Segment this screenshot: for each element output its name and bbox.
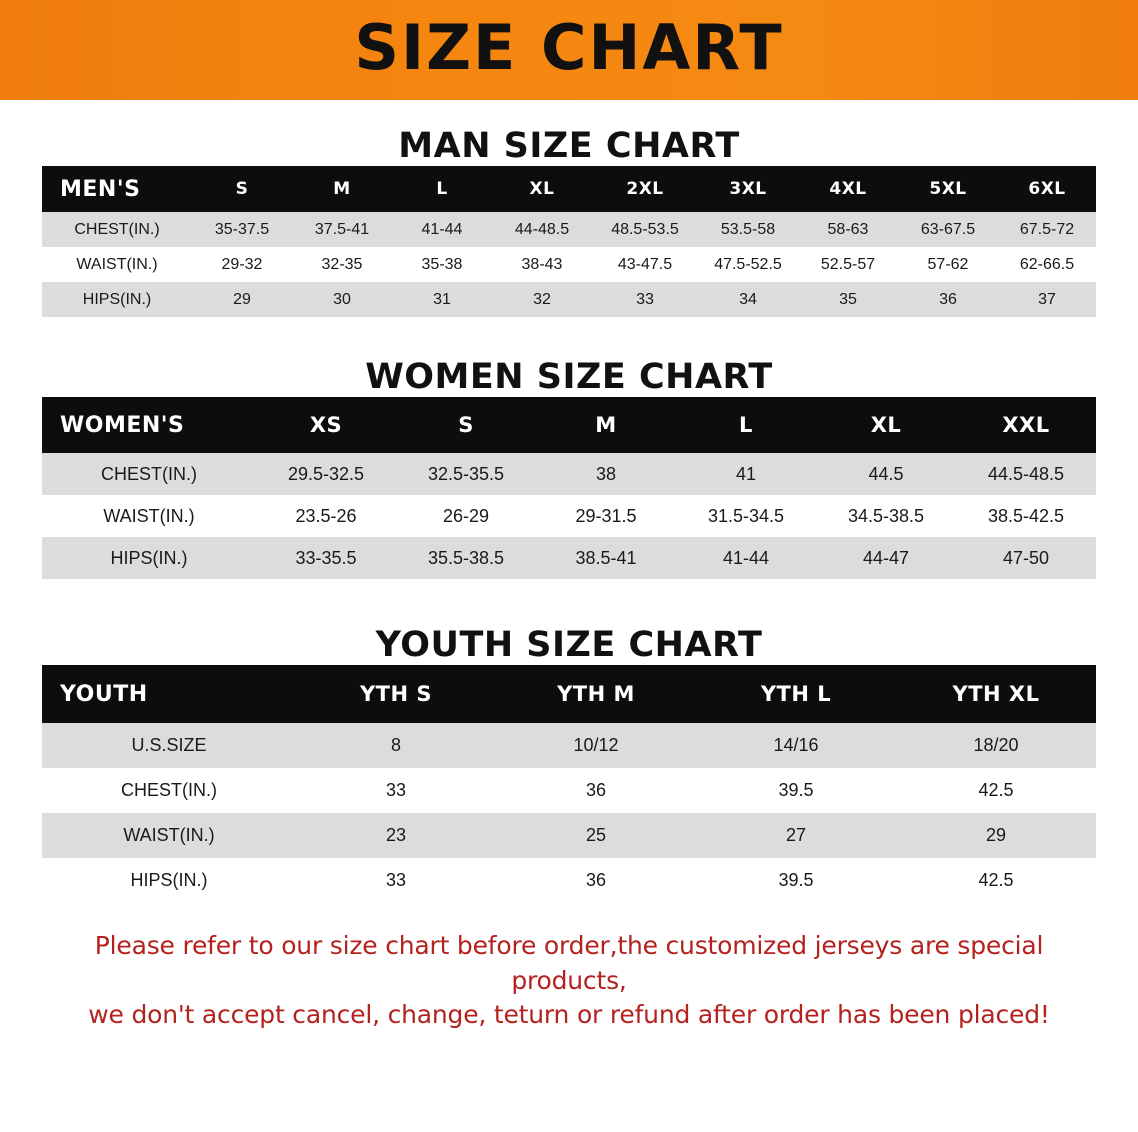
youth-table-header-row [42, 665, 1096, 723]
man-chest-xl: 44-48.5 [492, 212, 592, 247]
youth-chest-m: 36 [496, 768, 696, 813]
man-waist-5xl: 57-62 [898, 247, 998, 282]
women-header-s: S [396, 397, 536, 453]
women-hips-l: 41-44 [676, 537, 816, 579]
youth-hips-s: 33 [296, 858, 496, 903]
women-table-header-row [42, 397, 1096, 453]
youth-waist-l: 27 [696, 813, 896, 858]
man-size-table [42, 166, 1096, 317]
disclaimer-line-2: we don't accept cancel, change, teturn or refund after order has been placed! [88, 1000, 1050, 1029]
women-waist-s: 26-29 [396, 495, 536, 537]
youth-section-heading: YOUTH SIZE CHART [375, 625, 763, 665]
man-section-heading: MAN SIZE CHART [398, 126, 740, 166]
women-chest-xl: 44.5 [816, 453, 956, 495]
man-table-wrap [42, 166, 1096, 317]
man-chest-l: 41-44 [392, 212, 492, 247]
youth-header-m: YTH M [496, 665, 696, 723]
women-hips-xl: 44-47 [816, 537, 956, 579]
women-section-heading: WOMEN SIZE CHART [365, 357, 773, 397]
man-waist-3xl: 47.5-52.5 [698, 247, 798, 282]
women-hips-xxl: 47-50 [956, 537, 1096, 579]
youth-row-hips-label: HIPS(IN.) [42, 858, 296, 903]
table-row [42, 723, 1096, 768]
youth-table-wrap [42, 665, 1096, 903]
table-row [42, 813, 1096, 858]
women-header-m: M [536, 397, 676, 453]
women-header-xxl: XXL [956, 397, 1096, 453]
women-row-waist-label: WAIST(IN.) [42, 495, 256, 537]
women-size-table [42, 397, 1096, 579]
man-row-waist-label: WAIST(IN.) [42, 247, 192, 282]
man-hips-m: 30 [292, 282, 392, 317]
youth-ussize-xl: 18/20 [896, 723, 1096, 768]
youth-waist-s: 23 [296, 813, 496, 858]
youth-header-l: YTH L [696, 665, 896, 723]
man-chest-2xl: 48.5-53.5 [592, 212, 698, 247]
man-chest-6xl: 67.5-72 [998, 212, 1096, 247]
table-row [42, 768, 1096, 813]
man-waist-m: 32-35 [292, 247, 392, 282]
man-header-2xl: 2XL [592, 166, 698, 212]
table-row [42, 537, 1096, 579]
man-chest-3xl: 53.5-58 [698, 212, 798, 247]
women-header-label: WOMEN'S [42, 397, 256, 453]
women-waist-xs: 23.5-26 [256, 495, 396, 537]
man-waist-2xl: 43-47.5 [592, 247, 698, 282]
women-table-wrap [42, 397, 1096, 579]
table-row [42, 495, 1096, 537]
women-row-chest-label: CHEST(IN.) [42, 453, 256, 495]
women-row-hips-label: HIPS(IN.) [42, 537, 256, 579]
youth-ussize-l: 14/16 [696, 723, 896, 768]
man-row-hips-label: HIPS(IN.) [42, 282, 192, 317]
man-header-3xl: 3XL [698, 166, 798, 212]
youth-row-waist-label: WAIST(IN.) [42, 813, 296, 858]
youth-ussize-s: 8 [296, 723, 496, 768]
youth-chest-l: 39.5 [696, 768, 896, 813]
man-header-4xl: 4XL [798, 166, 898, 212]
women-waist-l: 31.5-34.5 [676, 495, 816, 537]
man-header-6xl: 6XL [998, 166, 1096, 212]
women-hips-m: 38.5-41 [536, 537, 676, 579]
man-hips-3xl: 34 [698, 282, 798, 317]
women-chest-s: 32.5-35.5 [396, 453, 536, 495]
man-hips-5xl: 36 [898, 282, 998, 317]
man-hips-xl: 32 [492, 282, 592, 317]
women-header-xl: XL [816, 397, 956, 453]
man-waist-6xl: 62-66.5 [998, 247, 1096, 282]
man-row-chest-label: CHEST(IN.) [42, 212, 192, 247]
women-waist-xl: 34.5-38.5 [816, 495, 956, 537]
man-waist-l: 35-38 [392, 247, 492, 282]
youth-hips-xl: 42.5 [896, 858, 1096, 903]
banner [0, 0, 1138, 100]
youth-hips-m: 36 [496, 858, 696, 903]
youth-row-ussize-label: U.S.SIZE [42, 723, 296, 768]
disclaimer-line-1: Please refer to our size chart before order,the customized jerseys are special products, [94, 931, 1044, 995]
women-hips-xs: 33-35.5 [256, 537, 396, 579]
table-row [42, 282, 1096, 317]
table-row [42, 247, 1096, 282]
women-chest-xs: 29.5-32.5 [256, 453, 396, 495]
women-hips-s: 35.5-38.5 [396, 537, 536, 579]
women-header-l: L [676, 397, 816, 453]
man-header-xl: XL [492, 166, 592, 212]
man-hips-s: 29 [192, 282, 292, 317]
youth-waist-xl: 29 [896, 813, 1096, 858]
women-waist-m: 29-31.5 [536, 495, 676, 537]
table-row [42, 453, 1096, 495]
table-row [42, 212, 1096, 247]
women-chest-l: 41 [676, 453, 816, 495]
youth-header-label: YOUTH [42, 665, 296, 723]
youth-row-chest-label: CHEST(IN.) [42, 768, 296, 813]
youth-size-table [42, 665, 1096, 903]
man-hips-2xl: 33 [592, 282, 698, 317]
man-header-s: S [192, 166, 292, 212]
youth-hips-l: 39.5 [696, 858, 896, 903]
man-header-5xl: 5XL [898, 166, 998, 212]
man-table-header-row [42, 166, 1096, 212]
youth-chest-xl: 42.5 [896, 768, 1096, 813]
youth-chest-s: 33 [296, 768, 496, 813]
women-chest-xxl: 44.5-48.5 [956, 453, 1096, 495]
women-waist-xxl: 38.5-42.5 [956, 495, 1096, 537]
youth-ussize-m: 10/12 [496, 723, 696, 768]
table-row [42, 858, 1096, 903]
man-chest-4xl: 58-63 [798, 212, 898, 247]
man-waist-xl: 38-43 [492, 247, 592, 282]
man-waist-4xl: 52.5-57 [798, 247, 898, 282]
women-chest-m: 38 [536, 453, 676, 495]
page-title: SIZE CHART [354, 11, 784, 84]
man-chest-5xl: 63-67.5 [898, 212, 998, 247]
man-header-l: L [392, 166, 492, 212]
man-waist-s: 29-32 [192, 247, 292, 282]
man-header-m: M [292, 166, 392, 212]
man-hips-4xl: 35 [798, 282, 898, 317]
women-header-xs: XS [256, 397, 396, 453]
man-hips-l: 31 [392, 282, 492, 317]
youth-waist-m: 25 [496, 813, 696, 858]
man-hips-6xl: 37 [998, 282, 1096, 317]
youth-header-xl: YTH XL [896, 665, 1096, 723]
youth-header-s: YTH S [296, 665, 496, 723]
man-chest-m: 37.5-41 [292, 212, 392, 247]
man-header-label: MEN'S [42, 166, 192, 212]
disclaimer-note [34, 929, 1104, 1033]
man-chest-s: 35-37.5 [192, 212, 292, 247]
